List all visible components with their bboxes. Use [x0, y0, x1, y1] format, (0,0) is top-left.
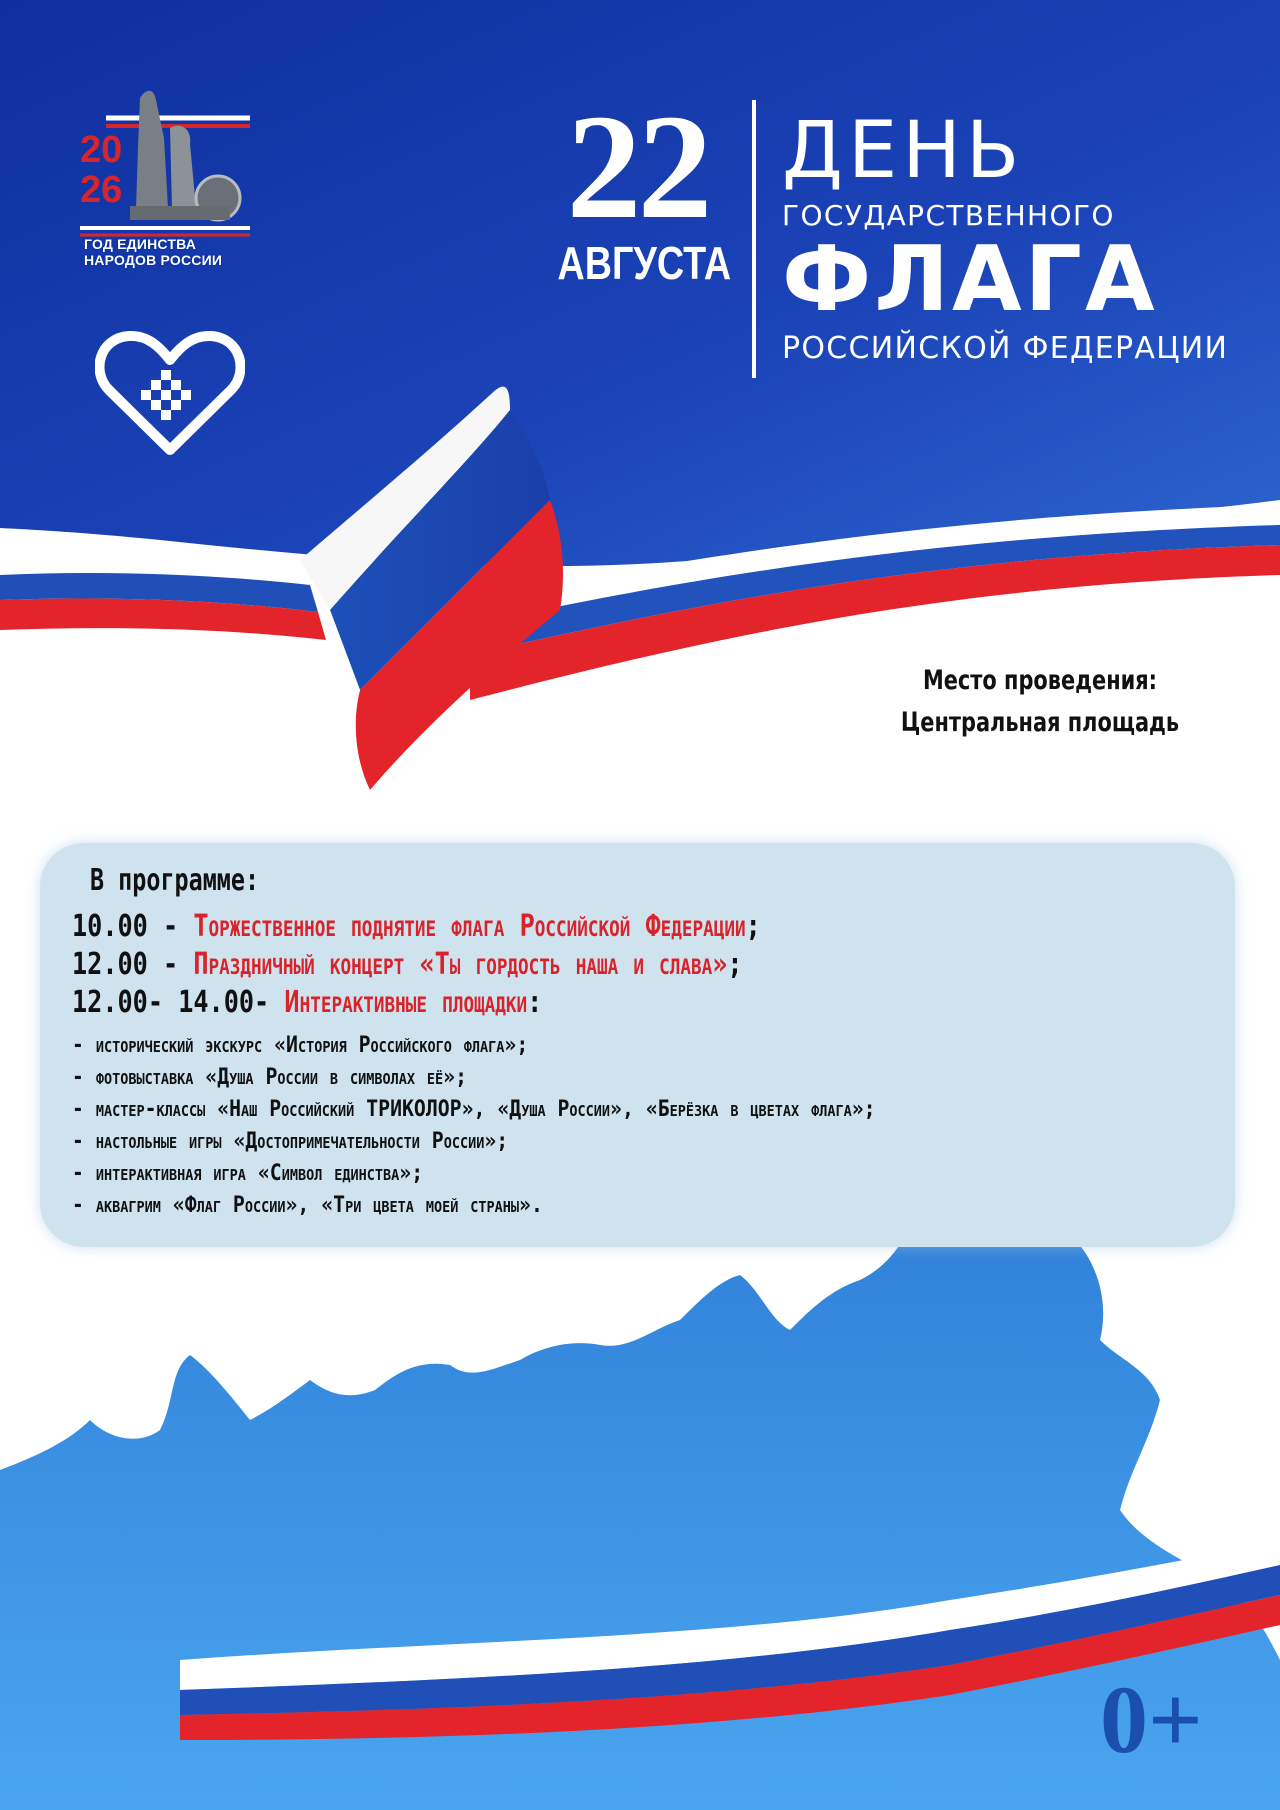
- program-item-event: Праздничный концерт «Ты гордость наша и слава»: [193, 947, 728, 982]
- title-line-3: ФЛАГА: [782, 227, 1158, 332]
- heart-ornament-icon: [95, 328, 245, 458]
- program-item-event: Торжественное поднятие флага Российской Федерации: [193, 909, 746, 944]
- program-item-time: 12.00 -: [72, 947, 194, 982]
- program-item-time: 12.00- 14.00-: [72, 985, 285, 1020]
- program-sub-item: - аквагрим «Флаг России», «Три цвета моей страны».: [72, 1193, 543, 1218]
- program-item: [72, 907, 761, 947]
- venue-place: Центральная площадь: [900, 707, 1180, 738]
- header-divider: [752, 100, 756, 378]
- program-item-event: Интерактивные площадки: [284, 985, 528, 1020]
- title-line-2: ГОСУДАРСТВЕННОГО: [782, 199, 1115, 232]
- date-day: 22: [566, 84, 709, 250]
- logo-caption-line2: НАРОДОВ РОССИИ: [84, 252, 223, 268]
- year-of-unity-logo: [80, 88, 260, 284]
- event-title: [782, 106, 1229, 366]
- program-sub-item: - мастер-классы «Наш Российский ТРИКОЛОР», «Душа России», «Берёзка в цветах флага»;: [72, 1097, 876, 1122]
- program-sub-item: - фотовыставка «Душа России в символах её»;: [72, 1065, 468, 1090]
- program-box: [40, 843, 1235, 1247]
- event-date: [540, 84, 735, 289]
- date-month: АВГУСТА: [557, 237, 732, 289]
- program-sub-item: - настольные игры «Достопримечательности России»;: [72, 1129, 509, 1154]
- program-item-tail: :: [527, 985, 543, 1020]
- age-rating: 0+: [1100, 1666, 1203, 1773]
- program-item: [72, 945, 743, 985]
- logo-caption: [84, 236, 222, 268]
- program-sub-item: - исторический экскурс «История Российского флага»;: [72, 1033, 529, 1058]
- title-line-1: ДЕНЬ: [782, 106, 1025, 196]
- logo-year-digits: 20 26: [80, 129, 123, 211]
- title-line-4: РОССИЙСКОЙ ФЕДЕРАЦИИ: [782, 331, 1229, 366]
- program-item-tail: ;: [727, 947, 743, 982]
- venue-label: Место проведения:: [922, 665, 1158, 696]
- program-sub-item: - интерактивная игра «Символ единства»;: [72, 1161, 424, 1186]
- logo-caption-line1: ГОД ЕДИНСТВА: [84, 236, 197, 252]
- venue-info: [860, 660, 1220, 744]
- program-item: [72, 983, 542, 1023]
- program-item-time: 10.00 -: [72, 909, 194, 944]
- program-title: В программе:: [90, 863, 260, 898]
- program-item-tail: ;: [745, 909, 761, 944]
